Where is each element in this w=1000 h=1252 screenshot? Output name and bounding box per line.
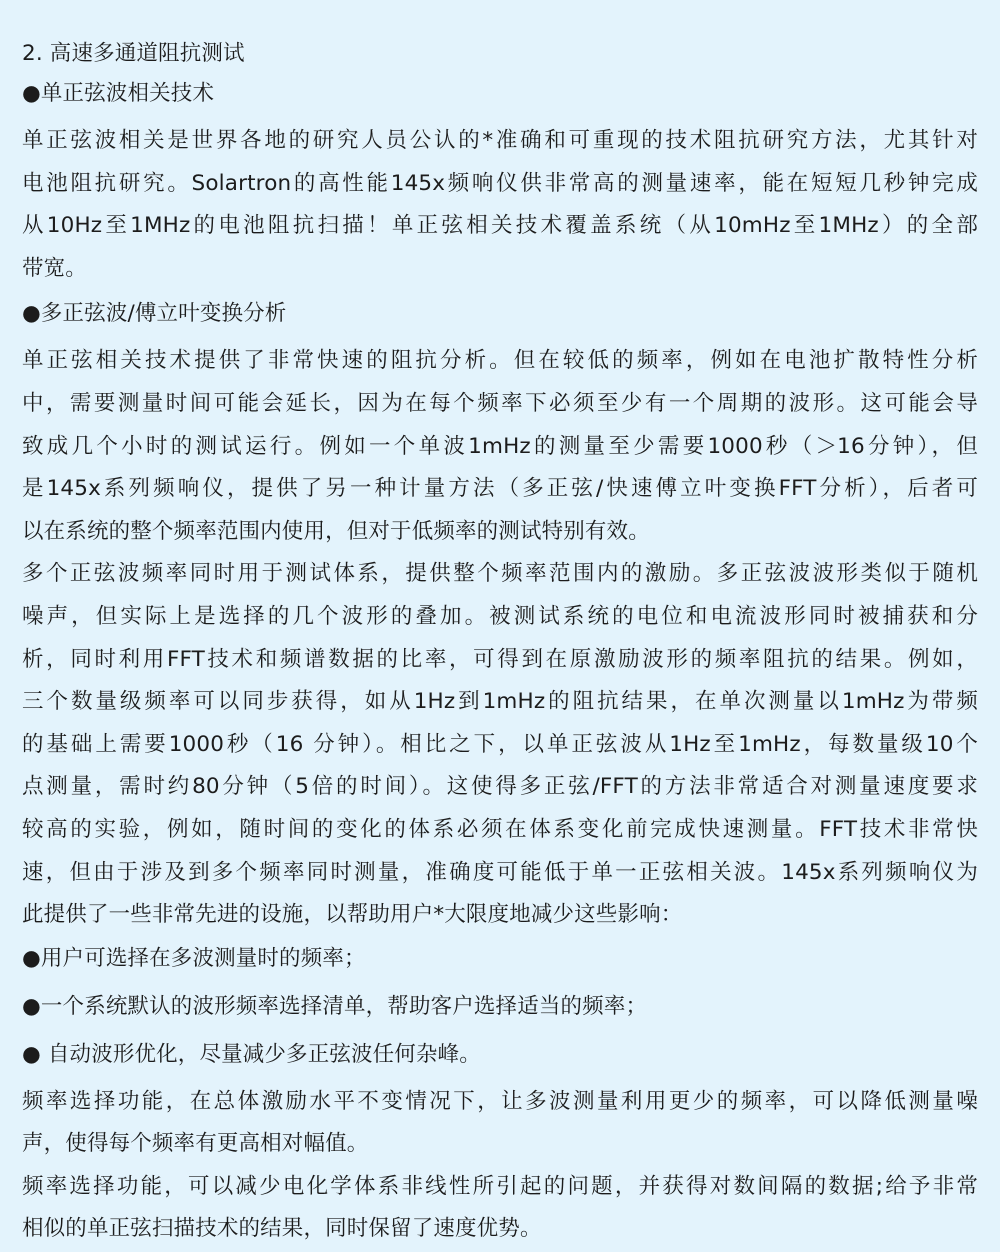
- text-line: 多个正弦波频率同时用于测试体系，提供整个频率范围内的激励。多正弦波波形类似于随机: [22, 561, 978, 587]
- section-title: 2. 高速多通道阻抗测试: [22, 41, 245, 66]
- text-line: 噪声，但实际上是选择的几个波形的叠加。被测试系统的电位和电流波形同时被捕获和分: [22, 603, 978, 629]
- text-line: 致成几个小时的测试运行。例如一个单波1mHz的测量至少需要1000秒（＞16分钟），但: [22, 433, 978, 459]
- text-line: 点测量，需时约80分钟（5倍的时间）。这使得多正弦/FFT的方法非常适合对测量速度要求: [22, 774, 978, 800]
- text-line: 是145x系列频响仪，提供了另一种计量方法（多正弦/快速傅立叶变换FFT分析），后者可: [22, 476, 978, 502]
- text-line: 频率选择功能，在总体激励水平不变情况下，让多波测量利用更少的频率，可以降低测量噪: [22, 1088, 978, 1114]
- text-line: 频率选择功能，可以减少电化学体系非线性所引起的问题，并获得对数间隔的数据;给予非常: [22, 1173, 978, 1199]
- list-item: ● 自动波形优化，尽量减少多正弦波任何杂峰。: [22, 1041, 481, 1067]
- paragraph-multi-sine-detail: [22, 553, 978, 936]
- text-line: 三个数量级频率可以同步获得，如从1Hz到1mHz的阻抗结果，在单次测量以1mHz为带频: [22, 689, 978, 715]
- bullet-list: [22, 937, 978, 1081]
- text-line: 从10Hz至1MHz的电池阻抗扫描！单正弦相关技术覆盖系统（从10mHz至1MHz）的全部: [22, 213, 978, 239]
- text-line: 析，同时利用FFT技术和频谱数据的比率，可得到在原激励波形的频率阻抗的结果。例如，: [22, 646, 978, 672]
- paragraph-frequency-selection-noise: [22, 1081, 978, 1166]
- text-line: 单正弦波相关是世界各地的研究人员公认的*准确和可重现的技术阻抗研究方法，尤其针对: [22, 128, 978, 153]
- list-item: ●一个系统默认的波形频率选择清单，帮助客户选择适当的频率；: [22, 993, 648, 1019]
- paragraph-frequency-selection-nonlinear: [22, 1166, 978, 1251]
- paragraph-single-sine: [22, 120, 978, 290]
- text-line: 中，需要测量时间可能会延长，因为在每个频率下必须至少有一个周期的波形。这可能会导: [22, 390, 978, 416]
- text-line: 以在系统的整个频率范围内使用，但对于低频率的测试特别有效。: [22, 518, 650, 544]
- text-line: 此提供了一些非常先进的设施，以帮助用户*大限度地减少这些影响：: [22, 902, 683, 928]
- text-line: 相似的单正弦扫描技术的结果，同时保留了速度优势。: [22, 1216, 542, 1242]
- text-line: 带宽。: [22, 255, 87, 281]
- text-line: 声，使得每个频率有更高相对幅值。: [22, 1131, 369, 1157]
- list-item: ●用户可选择在多波测量时的频率；: [22, 945, 366, 971]
- text-line: 较高的实验，例如，随时间的变化的体系必须在体系变化前完成快速测量。FFT技术非常快: [22, 816, 978, 842]
- text-line: 电池阻抗研究。Solartron的高性能145x频响仪供非常高的测量速率，能在短短几秒钟完成: [22, 170, 978, 196]
- text-line: 单正弦相关技术提供了非常快速的阻抗分析。但在较低的频率，例如在电池扩散特性分析: [22, 348, 978, 374]
- paragraph-fft-intro: [22, 340, 978, 553]
- subheading-multi-sine-fft: ●多正弦波/傅立叶变换分析: [22, 301, 287, 327]
- text-line: 的基础上需要1000秒（16 分钟）。相比之下，以单正弦波从1Hz至1mHz，每数量级10个: [22, 731, 978, 757]
- text-line: 速，但由于涉及到多个频率同时测量，准确度可能低于单一正弦相关波。145x系列频响仪为: [22, 859, 978, 885]
- subheading-single-sine: ●单正弦波相关技术: [22, 81, 215, 106]
